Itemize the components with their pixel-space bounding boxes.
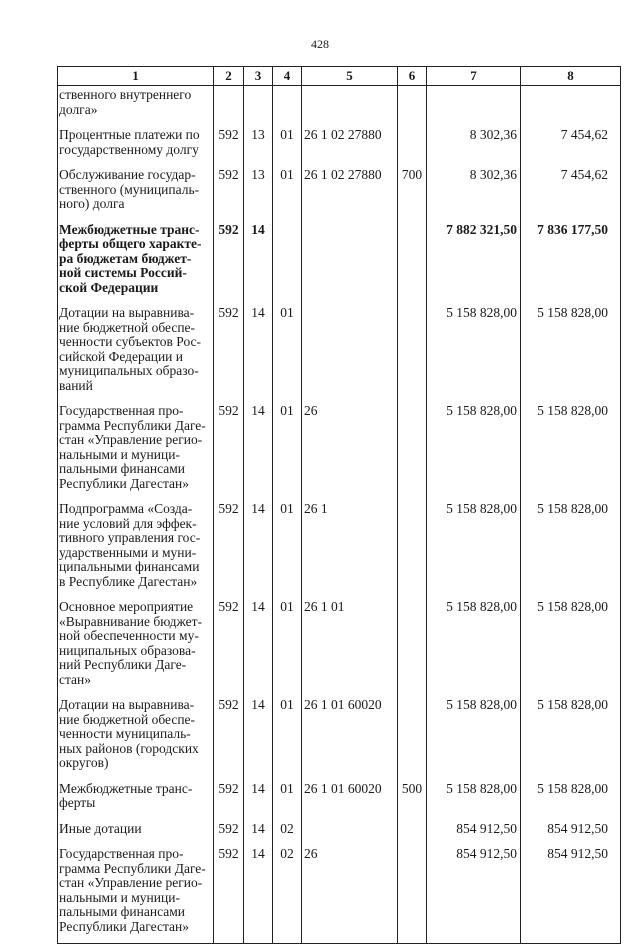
row-name-cell [58,126,214,166]
subsection-cell [273,221,302,305]
row-name-cell [58,780,214,820]
row-name-cell [58,598,214,696]
target-article-cell [302,221,398,305]
ministry-code-cell: 592 [214,500,244,598]
expense-type-cell [398,126,427,166]
row-name-line: нальными и муници- [59,446,180,462]
target-article-cell: 26 1 01 60020 [302,696,398,780]
row-name-line: тивного управления гос- [59,530,201,545]
row-name-line: Дотации на выравнива- [59,697,195,712]
row-name-line: стан «Управление регио- [59,432,203,447]
amount-year2-cell: 5 158 828,00 [521,402,621,500]
row-name-line: ченности субъектов Рос- [59,334,202,349]
amount-year1-cell: 8 302,36 [427,166,521,221]
column-header: 3 [244,67,273,86]
row-name-line: ние условий для эффек- [59,515,197,531]
amount-year2-cell: 5 158 828,00 [521,780,621,820]
row-name-line: Обслуживание государ- [59,167,196,182]
row-name-line: ний Республики Даге- [59,657,187,672]
row-name-line: государственному долгу [59,141,199,157]
table-row [58,500,621,598]
section-cell: 14 [244,780,273,820]
table-row [58,166,621,221]
expense-type-cell [398,304,427,402]
amount-year1-cell: 5 158 828,00 [427,598,521,696]
row-name-cell [58,402,214,500]
expense-type-cell [398,598,427,696]
target-article-cell [302,304,398,402]
row-name-line: ние бюджетной обеспе- [59,319,196,335]
target-article-cell: 26 1 [302,500,398,598]
section-cell: 14 [244,500,273,598]
row-name-line: ударственными и муни- [59,544,197,560]
row-name-line: в Республике Дагестан» [59,573,198,589]
row-name-line: Межбюджетные транс- [59,780,193,796]
target-article-cell [302,86,398,127]
column-header: 1 [58,67,214,86]
row-name-line: ской Федерации [59,279,159,295]
table-row [58,126,621,166]
target-article-cell: 26 [302,845,398,944]
section-cell: 14 [244,402,273,500]
amount-year1-cell: 7 882 321,50 [427,221,521,305]
amount-year2-cell: 7 454,62 [521,166,621,221]
row-name-line: ра бюджетам бюджет- [59,250,192,266]
table-row [58,696,621,780]
target-article-cell: 26 1 02 27880 [302,166,398,221]
row-name-line: Подпрограмма «Созда- [59,501,193,516]
subsection-cell: 02 [273,820,302,846]
expense-type-cell [398,820,427,846]
target-article-cell: 26 1 02 27880 [302,126,398,166]
row-name-cell [58,845,214,944]
amount-year2-cell: 5 158 828,00 [521,598,621,696]
column-header: 4 [273,67,302,86]
amount-year2-cell: 5 158 828,00 [521,696,621,780]
amount-year2-cell: 7 454,62 [521,126,621,166]
row-name-cell [58,500,214,598]
section-cell: 14 [244,598,273,696]
row-name-line: Дотации на выравнива- [59,305,195,320]
row-name-line: ферты [59,795,96,810]
amount-year1-cell: 5 158 828,00 [427,696,521,780]
expense-type-cell [398,86,427,127]
amount-year1-cell: 8 302,36 [427,126,521,166]
ministry-code-cell [214,86,244,127]
row-name-line: долга» [59,101,98,117]
subsection-cell: 01 [273,696,302,780]
expense-type-cell [398,500,427,598]
expense-type-cell [398,845,427,944]
table-row [58,221,621,305]
ministry-code-cell: 592 [214,598,244,696]
row-name-line: грамма Республики Даге- [59,417,206,433]
row-name-cell [58,221,214,305]
row-name-line: ферты общего характе- [59,236,202,251]
row-name-line: Межбюджетные транс- [59,221,200,237]
section-cell: 14 [244,696,273,780]
table-row [58,598,621,696]
row-name-line: ваний [59,377,93,393]
row-name-line: ченности муниципаль- [59,726,191,741]
column-header: 7 [427,67,521,86]
row-name-line: ние бюджетной обеспе- [59,711,196,727]
subsection-cell: 01 [273,598,302,696]
row-name-line: пальными финансами [59,904,185,919]
amount-year2-cell: 854 912,50 [521,845,621,944]
table-row [58,86,621,127]
row-name-line: Иные дотации [59,820,142,836]
table-row [58,402,621,500]
row-name-line: ственного внутреннего [59,87,192,102]
expense-type-cell: 500 [398,780,427,820]
target-article-cell: 26 1 01 [302,598,398,696]
row-name-cell [58,86,214,127]
row-name-line: ципальными финансами [59,559,200,574]
amount-year1-cell [427,86,521,127]
row-name-line: грамма Республики Даге- [59,860,206,876]
subsection-cell: 01 [273,780,302,820]
table-row [58,304,621,402]
row-name-cell [58,304,214,402]
row-name-cell [58,166,214,221]
section-cell [244,86,273,127]
amount-year2-cell: 5 158 828,00 [521,304,621,402]
amount-year2-cell: 5 158 828,00 [521,500,621,598]
row-name-line: округов) [59,755,109,770]
amount-year1-cell: 5 158 828,00 [427,500,521,598]
table-row [58,820,621,846]
section-cell: 14 [244,304,273,402]
row-name-line: нальными и муници- [59,889,180,905]
expense-type-cell [398,221,427,305]
row-name-line: ниципальных образова- [59,642,196,658]
expense-type-cell [398,696,427,780]
subsection-cell [273,86,302,127]
subsection-cell: 01 [273,500,302,598]
expense-type-cell [398,402,427,500]
section-cell: 14 [244,845,273,944]
budget-table [57,66,621,944]
row-name-cell [58,696,214,780]
page-number: 428 [311,37,329,51]
amount-year1-cell: 5 158 828,00 [427,304,521,402]
row-name-line: пальными финансами [59,461,185,476]
subsection-cell: 02 [273,845,302,944]
column-header: 6 [398,67,427,86]
row-name-line: ных районов (городских [59,740,199,756]
row-name-line: «Выравнивание бюджет- [59,613,203,629]
row-name-line: стан» [59,671,92,687]
ministry-code-cell: 592 [214,820,244,846]
ministry-code-cell: 592 [214,845,244,944]
subsection-cell: 01 [273,402,302,500]
section-cell: 14 [244,221,273,305]
amount-year1-cell: 5 158 828,00 [427,780,521,820]
row-name-line: ной системы Россий- [59,265,187,280]
ministry-code-cell: 592 [214,304,244,402]
amount-year2-cell: 854 912,50 [521,820,621,846]
table-row [58,845,621,944]
section-cell: 13 [244,126,273,166]
amount-year1-cell: 5 158 828,00 [427,402,521,500]
ministry-code-cell: 592 [214,221,244,305]
row-name-line: Основное мероприятие [59,599,194,614]
section-cell: 13 [244,166,273,221]
ministry-code-cell: 592 [214,166,244,221]
section-cell: 14 [244,820,273,846]
subsection-cell: 01 [273,126,302,166]
header-row [58,67,621,86]
row-name-cell [58,820,214,846]
column-header: 8 [521,67,621,86]
table-row [58,780,621,820]
row-name-line: ного) долга [59,196,125,211]
table-body [58,86,621,944]
target-article-cell: 26 1 01 60020 [302,780,398,820]
amount-year2-cell [521,86,621,127]
ministry-code-cell: 592 [214,402,244,500]
ministry-code-cell: 592 [214,780,244,820]
row-name-line: Республики Дагестан» [59,918,190,934]
row-name-line: сийской Федерации и [59,348,184,364]
row-name-line: Государственная про- [59,403,184,418]
amount-year1-cell: 854 912,50 [427,845,521,944]
row-name-line: ственного (муниципаль- [59,181,200,197]
amount-year2-cell: 7 836 177,50 [521,221,621,305]
ministry-code-cell: 592 [214,126,244,166]
row-name-line: ной обеспеченности му- [59,628,199,643]
column-header: 5 [302,67,398,86]
subsection-cell: 01 [273,166,302,221]
ministry-code-cell: 592 [214,696,244,780]
column-header: 2 [214,67,244,86]
expense-type-cell: 700 [398,166,427,221]
target-article-cell: 26 [302,402,398,500]
row-name-line: стан «Управление регио- [59,875,203,890]
row-name-line: Республики Дагестан» [59,475,190,491]
amount-year1-cell: 854 912,50 [427,820,521,846]
row-name-line: муниципальных образо- [59,363,199,378]
row-name-line: Процентные платежи по [59,127,200,142]
row-name-line: Государственная про- [59,846,184,861]
target-article-cell [302,820,398,846]
subsection-cell: 01 [273,304,302,402]
